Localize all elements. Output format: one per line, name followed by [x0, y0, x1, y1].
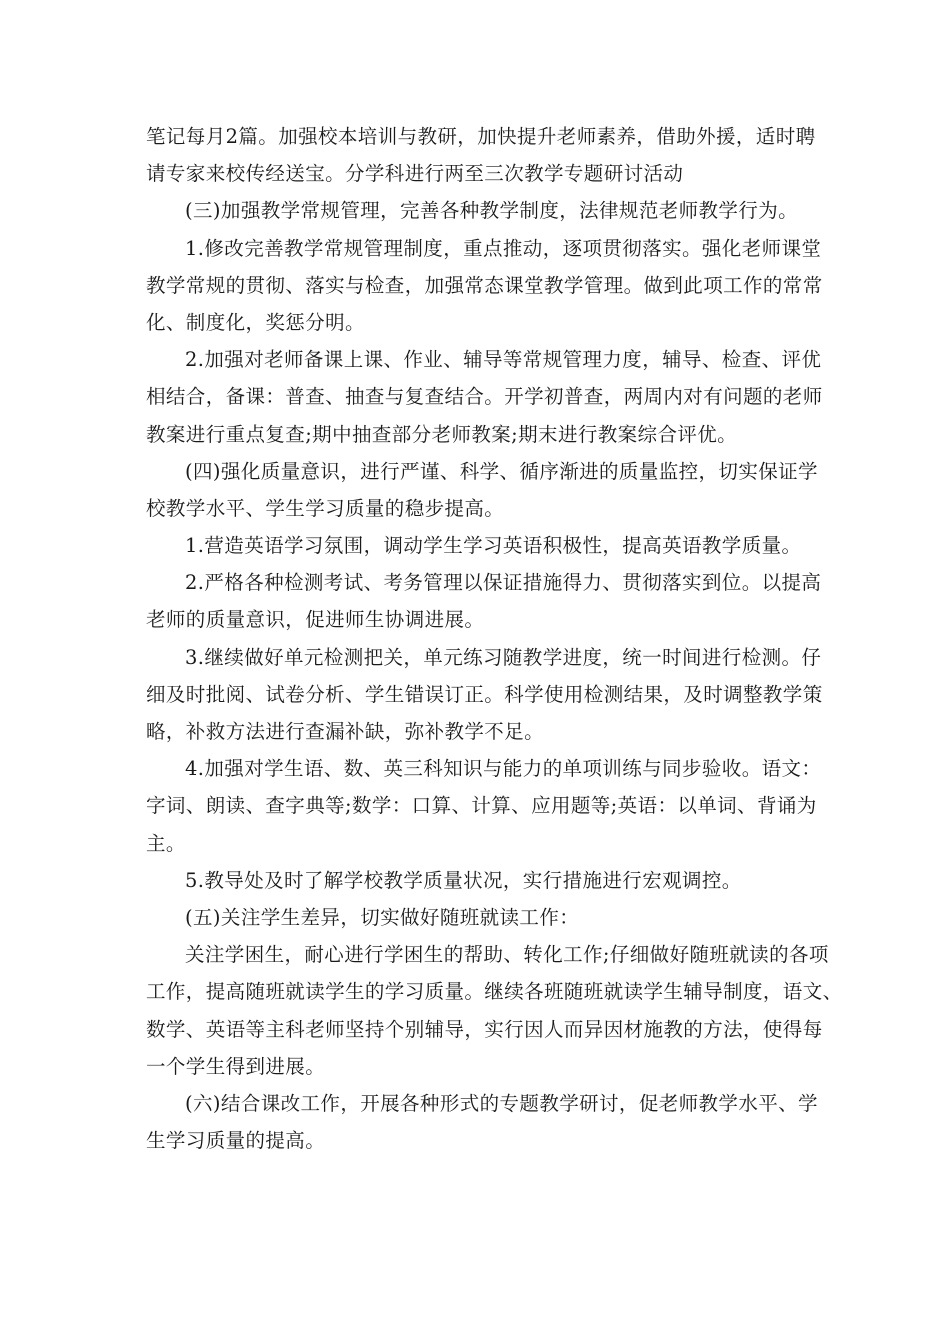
text-line: 老师的质量意识，促进师生协调进展。 — [146, 608, 485, 632]
text-line: 关注学困生，耐心进行学困生的帮助、转化工作;仔细做好随班就读的各项 — [185, 943, 829, 967]
text-line: 字词、朗读、查字典等;数学：口算、计算、应用题等;英语：以单词、背诵为 — [146, 794, 817, 818]
text-line: 教学常规的贯彻、落实与检查，加强常态课堂教学管理。做到此项工作的常常 — [146, 273, 823, 297]
text-line: 略，补救方法进行查漏补缺，弥补教学不足。 — [146, 720, 545, 743]
text-line: 请专家来校传经送宝。分学科进行两至三次教学专题研讨活动 — [146, 162, 684, 186]
text-line: (三)加强教学常规管理，完善各种教学制度，法律规范老师教学行为。 — [185, 199, 799, 223]
text-line: 4.加强对学生语、数、英三科知识与能力的单项训练与同步验收。语文： — [185, 757, 822, 781]
text-line: 笔记每月2篇。加强校本培训与教研，加快提升老师素养，借助外援，适时聘 — [146, 125, 816, 148]
text-line: 1.修改完善教学常规管理制度，重点推动，逐项贯彻落实。强化老师课堂 — [185, 236, 822, 260]
text-line: 相结合，备课：普查、抽查与复查结合。开学初普查，两周内对有问题的老师 — [146, 385, 823, 409]
text-line: 生学习质量的提高。 — [146, 1129, 326, 1153]
text-line: 1.营造英语学习氛围，调动学生学习英语积极性，提高英语教学质量。 — [185, 534, 802, 558]
document-body — [146, 118, 843, 1159]
text-line: (四)强化质量意识，进行严谨、科学、循序渐进的质量监控，切实保证学 — [185, 459, 818, 483]
text-line: 3.继续做好单元检测把关，单元练习随教学进度，统一时间进行检测。仔 — [185, 645, 822, 669]
text-line: 数学、英语等主科老师坚持个别辅导，实行因人而异因材施教的方法，使得每 — [146, 1017, 823, 1041]
text-line: 工作，提高随班就读学生的学习质量。继续各班随班就读学生辅导制度，语文、 — [146, 980, 843, 1004]
text-line: (五)关注学生差异，切实做好随班就读工作： — [185, 905, 580, 929]
text-line: 化、制度化，奖惩分明。 — [146, 310, 365, 334]
text-line: 2.加强对老师备课上课、作业、辅导等常规管理力度，辅导、检查、评优 — [185, 348, 822, 372]
text-line: 教案进行重点复查;期中抽查部分老师教案;期末进行教案综合评优。 — [146, 422, 738, 446]
text-line: 5.教导处及时了解学校教学质量状况，实行措施进行宏观调控。 — [185, 868, 742, 892]
text-line: 一个学生得到进展。 — [146, 1054, 326, 1078]
text-line: (六)结合课改工作，开展各种形式的专题教学研讨，促老师教学水平、学 — [185, 1091, 818, 1115]
text-line: 校教学水平、学生学习质量的稳步提高。 — [146, 496, 505, 520]
text-line: 细及时批阅、试卷分析、学生错误订正。科学使用检测结果，及时调整教学策 — [146, 682, 823, 706]
text-line: 主。 — [146, 831, 186, 855]
text-line: 2.严格各种检测考试、考务管理以保证措施得力、贯彻落实到位。以提高 — [185, 571, 822, 595]
